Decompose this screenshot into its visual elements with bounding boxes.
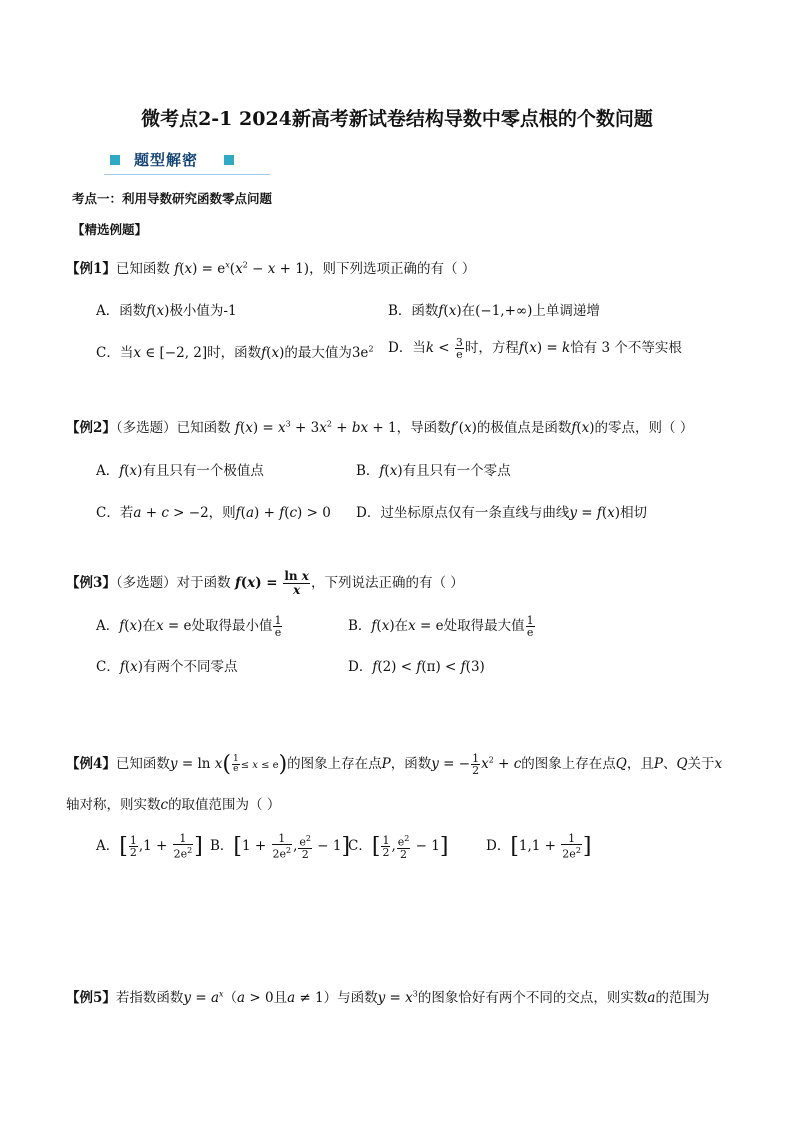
example-4-option-d: D．[1,1 + $\frac{1}{2e^2}$ ] xyxy=(486,832,592,861)
square-icon xyxy=(110,155,120,165)
example-3-option-a: A．f(x)在x = e处取得最小值 $\frac{1}{e}$ xyxy=(96,614,282,639)
example-1-option-b: B．函数f(x)在(−1,+∞)上单调递增 xyxy=(388,303,600,319)
page-title: 微考点2-1 2024新高考新试卷结构导数中零点根的个数问题 xyxy=(141,108,653,130)
example-tag: 【例1】 xyxy=(66,261,116,277)
example-5-stem: 【例5】若指数函数$y = a^x(a > 0$且a ≠ 1）与函数$y = x^3$的图象恰好有两个不同的交点，则实数a的范围为 xyxy=(66,989,710,1006)
section-heading: 考点一：利用导数研究函数零点问题 xyxy=(72,191,273,206)
section-badge xyxy=(104,150,270,176)
example-3-stem: 【例3】（多选题）对于函数 f(x) = $\frac{\text{ln x}}{x}$ ，下列说法正确的有（ ） xyxy=(66,569,464,597)
example-3-option-b: B．f(x)在x = e处取得最大值 $\frac{1}{e}$ xyxy=(348,614,534,639)
example-1-option-c: C．当x ∈ [−2, 2]时，函数f(x)的最大值为$3e^2$ xyxy=(96,344,374,361)
square-icon xyxy=(224,155,234,165)
example-tag: 【例5】 xyxy=(66,990,116,1006)
badge-label: 题型解密 xyxy=(134,151,199,169)
example-3-option-d: D．f(2) < f(π) < f(3) xyxy=(348,659,485,675)
example-3-option-c: C．f(x)有两个不同零点 xyxy=(96,659,238,675)
example-2-option-a: A．f(x)有且只有一个极值点 xyxy=(96,463,264,479)
example-4-option-a: A．[ $\frac{1}{2}$ ,1 + $\frac{1}{2e^2}$ ] xyxy=(96,832,203,861)
example-1-option-d: D．当k < $\frac{3}{e}$ 时，方程f(x) = k恰有 3 个不等实根 xyxy=(388,336,682,361)
example-2-option-c: C．若a + c > −2，则f(a) + f(c) > 0 xyxy=(96,505,331,521)
example-4-stem-line-2: 轴对称，则实数c的取值范围为（ ） xyxy=(66,797,281,813)
subsection-heading: 【精选例题】 xyxy=(72,222,148,237)
example-2-stem: 【例2】（多选题）已知函数 $f(x) = x^3 + 3x^2$ + bx + 1，导函数f′(x)的极值点是函数f(x)的零点，则（ ） xyxy=(66,419,694,436)
badge-underline xyxy=(104,174,270,175)
example-2-option-d: D．过坐标原点仅有一条直线与曲线y = f(x)相切 xyxy=(356,505,648,521)
example-tag: 【例2】 xyxy=(66,420,116,436)
example-1-stem: 【例1】已知函数 $f(x) = e^x(x^2 - x + 1)$，则下列选项正确的有（ ） xyxy=(66,260,476,277)
example-4-option-b: B．[1 + $\frac{1}{2e^2}$ , $\frac{e^2}{2}$ − 1] xyxy=(210,832,351,861)
example-tag: 【例3】 xyxy=(66,575,116,591)
example-2-option-b: B．f(x)有且只有一个零点 xyxy=(356,463,511,479)
example-tag: 【例4】 xyxy=(66,756,116,772)
example-4-option-c: C．[ $\frac{1}{2}$ , $\frac{e^2}{2}$ − 1] xyxy=(348,833,449,861)
example-1-option-a: A．函数f(x)极小值为-1 xyxy=(96,303,237,319)
example-4-stem: 【例4】已知函数y = ln x( $\frac{1}{e}$ ≤ x ≤ e)的图象上存在点P，函数y = − $\frac{1}{2}$ $x^2 + c$的图象上存在点Q，且P、Q关于x xyxy=(66,752,723,777)
